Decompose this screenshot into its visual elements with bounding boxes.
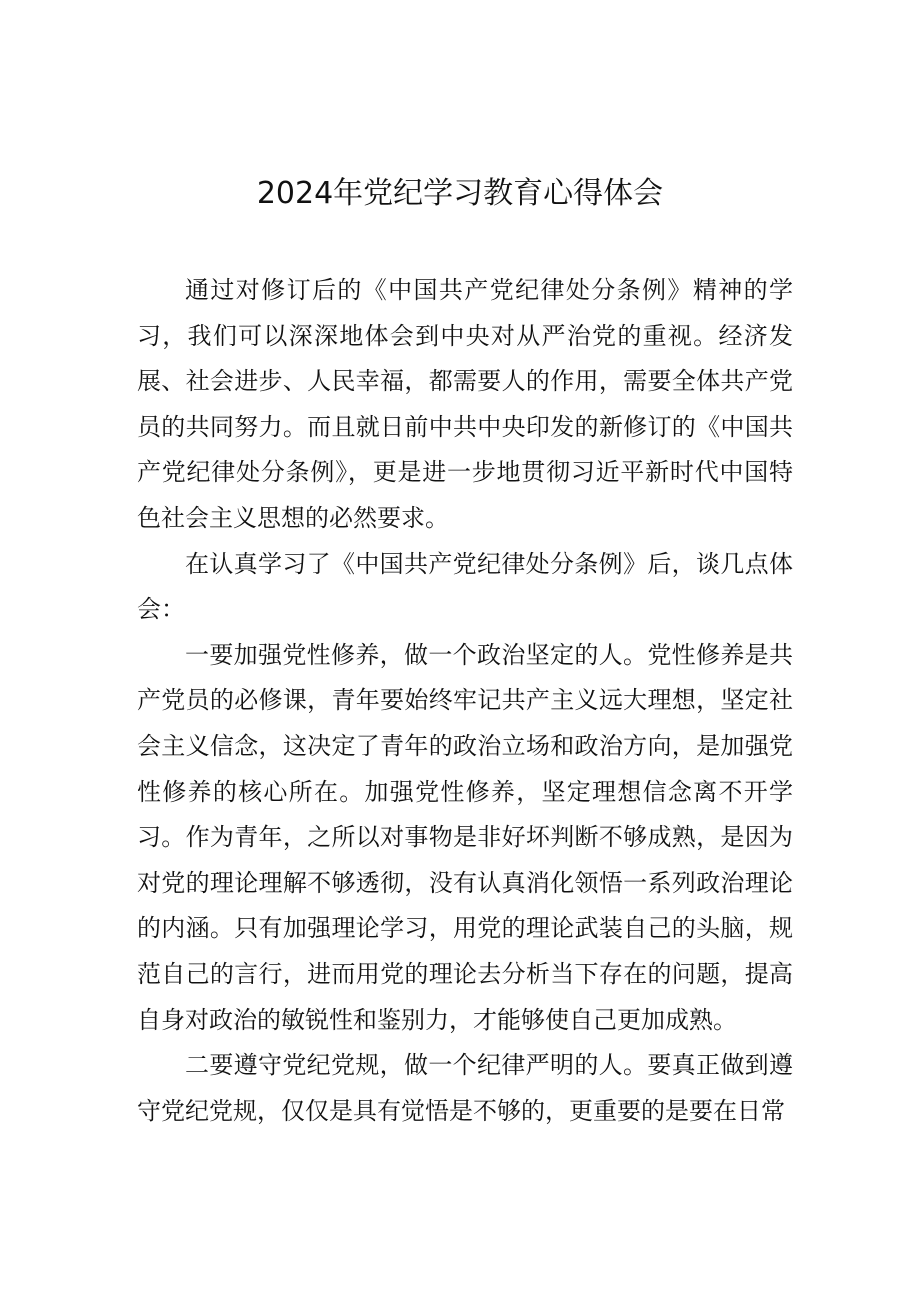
- paragraph-transition: 在认真学习了《中国共产党纪律处分条例》后，谈几点体会：: [137, 549, 793, 624]
- paragraph-point-two: 二要遵守党纪党规，做一个纪律严明的人。要真正做到遵守党纪党规，仅仅是具有觉悟是不够的，更重要的是要在日常: [137, 1051, 793, 1125]
- document-body: [137, 268, 793, 1134]
- paragraph-intro: 通过对修订后的《中国共产党纪律处分条例》精神的学习，我们可以深深地体会到中央对从严治党的重视。经济发展、社会进步、人民幸福，都需要人的作用，需要全体共产党员的共同努力。而且就日前中共中央印发的新修订的《中国共产党纪律处分条例》，更是进一步地贯彻习近平新时代中国特色社会主义思想的必然要求。: [137, 276, 793, 532]
- document-title: 2024年党纪学习教育心得体会: [256, 176, 664, 211]
- paragraph-point-one: 一要加强党性修养，做一个政治坚定的人。党性修养是共产党员的必修课，青年要始终牢记共产主义远大理想，坚定社会主义信念，这决定了青年的政治立场和政治方向，是加强党性修养的核心所在。加强党性修养，坚定理想信念离不开学习。作为青年，之所以对事物是非好坏判断不够成熟，是因为对党的理论理解不够透彻，没有认真消化领悟一系列政治理论的内涵。只有加强理论学习，用党的理论武装自己的头脑，规范自己的言行，进而用党的理论去分析当下存在的问题，提高自身对政治的敏锐性和鉴别力，才能够使自己更加成熟。: [137, 640, 793, 1034]
